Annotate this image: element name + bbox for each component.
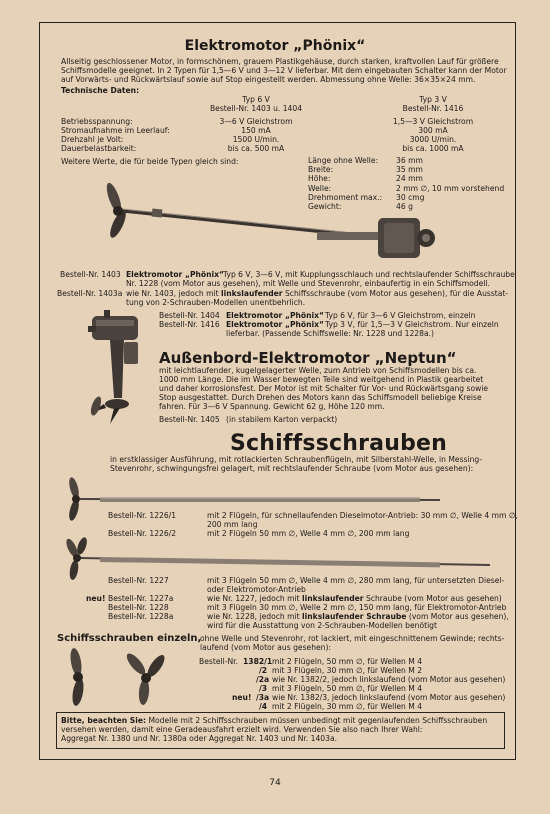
order-1226-1-desc-1: mit 2 Flügeln, für schnellaufenden Dieselmotor-Antrieb: 30 mm ∅, Welle 4 mm ∅, bbox=[207, 511, 518, 520]
order-1404-name: Elektromotor „Phönix“ bbox=[226, 311, 325, 320]
order-1227a-number: Bestell-Nr. 1227a bbox=[108, 594, 174, 603]
spec-label: Betriebsspannung: bbox=[61, 117, 133, 126]
list-item-nr: /2a bbox=[256, 675, 270, 684]
phoenix-intro-2: Schiffsmodelle geeignet. In 2 Typen für 1,5—6 V und 3—12 V lieferbar. Mit dem eingebauten Schalter kann der Motor bbox=[61, 66, 507, 75]
list-item-nr: /2 bbox=[259, 666, 268, 675]
further-label: Welle: bbox=[308, 184, 332, 193]
order-1403-number: Bestell-Nr. 1403 bbox=[60, 270, 121, 279]
page-number: 74 bbox=[269, 778, 281, 788]
type-a-order: Bestell-Nr. 1403 u. 1404 bbox=[209, 104, 303, 113]
order-1416-desc-1: Typ 3 V, für 1,5—3 V Gleichstrom. Nur einzeln bbox=[325, 320, 499, 329]
list-item-text: mit 3 Flügeln, 30 mm ∅, für Wellen M 2 bbox=[272, 666, 423, 675]
spec-label: Stromaufnahme im Leerlauf: bbox=[61, 126, 170, 135]
list-item-text: wie Nr. 1382/3, jedoch linkslaufend (vom Motor aus gesehen) bbox=[272, 693, 506, 702]
notice-line-3: Aggregat Nr. 1380 und Nr. 1380a oder Aggregat Nr. 1403 und Nr. 1403a. bbox=[61, 734, 338, 743]
further-value: 35 mm bbox=[396, 165, 423, 174]
spec-value-a: 3—6 V Gleichstrom bbox=[219, 117, 293, 126]
schrauben-intro-1: in erstklassiger Ausführung, mit rotlackierten Schraubenflügeln, mit Silberstahl-Welle, in Messing- bbox=[110, 455, 482, 464]
notice-box bbox=[56, 712, 505, 749]
new-badge: neu! bbox=[86, 594, 106, 603]
spec-value-a: bis ca. 500 mA bbox=[227, 144, 285, 153]
order-1404-number: Bestell-Nr. 1404 bbox=[159, 311, 220, 320]
phoenix-motor-shaft-illustration bbox=[92, 168, 442, 268]
order-1226-1-number: Bestell-Nr. 1226/1 bbox=[108, 511, 177, 520]
einzeln-intro-2: laufend (vom Motor aus gesehen): bbox=[200, 643, 332, 652]
new-badge: neu! bbox=[232, 693, 252, 702]
spec-value-b: 3000 U/min. bbox=[409, 135, 457, 144]
order-1403a-desc-1: wie Nr. 1403, jedoch mit linkslaufender Schiffsschraube (vom Motor aus gesehen), für die Ausstat- bbox=[126, 289, 509, 298]
further-label: Gewicht: bbox=[308, 202, 342, 211]
einzeln-title: Schiffsschrauben einzeln, bbox=[57, 633, 202, 644]
phoenix-title: Elektromotor „Phönix“ bbox=[184, 38, 366, 54]
order-1228-desc: mit 3 Flügeln 30 mm ∅, Welle 2 mm ∅, 150 mm lang, für Elektromotor-Antrieb bbox=[207, 603, 507, 612]
further-value: 36 mm bbox=[396, 156, 423, 165]
spec-label: Drehzahl je Volt: bbox=[61, 135, 124, 144]
list-item-text: mit 2 Flügeln, 50 mm ∅, für Wellen M 4 bbox=[272, 657, 423, 666]
notice-line-2: versehen werden, damit eine Geradeausfahrt erzielt wird. Verwenden Sie also nach Ihrer Wahl: bbox=[61, 725, 423, 734]
order-1227-desc-2: oder Elektromotor-Antrieb bbox=[207, 585, 306, 594]
list-item-nr: 1382/1 bbox=[243, 657, 273, 666]
order-1226-1-desc-2: 200 mm lang bbox=[207, 520, 258, 529]
order-1226-2-desc: mit 2 Flügeln 50 mm ∅, Welle 4 mm ∅, 200 mm lang bbox=[207, 529, 410, 538]
further-label: Höhe: bbox=[308, 174, 331, 183]
order-1226-2-number: Bestell-Nr. 1226/2 bbox=[108, 529, 177, 538]
type-a-heading: Typ 6 V bbox=[242, 95, 270, 104]
type-b-heading: Typ 3 V bbox=[419, 95, 447, 104]
spec-value-a: 1500 U/min. bbox=[232, 135, 280, 144]
order-1405-desc: (in stabilem Karton verpackt) bbox=[226, 415, 338, 424]
spec-value-a: 150 mA bbox=[241, 126, 271, 135]
neptun-outboard-illustration bbox=[84, 308, 152, 426]
order-1228a-number: Bestell-Nr. 1228a bbox=[108, 612, 174, 621]
einzeln-order-label: Bestell-Nr. bbox=[199, 657, 238, 666]
order-1416-desc-2: lieferbar. (Passende Schiffswelle: Nr. 1228 und 1228a.) bbox=[226, 329, 434, 338]
order-1403-desc-2: Nr. 1228 (vom Motor aus gesehen), mit Welle und Stevenrohr, einbaufertig in ein Schiffsmodell. bbox=[126, 279, 490, 288]
list-item-text: mit 2 Flügeln, 30 mm ∅, für Wellen M 4 bbox=[272, 702, 423, 711]
order-1227a-desc: wie Nr. 1227, jedoch mit linkslaufender Schraube (vom Motor aus gesehen) bbox=[207, 594, 502, 603]
order-1227-number: Bestell-Nr. 1227 bbox=[108, 576, 169, 585]
further-label: Drehmoment max.: bbox=[308, 193, 383, 202]
further-value: 24 mm bbox=[396, 174, 423, 183]
order-1416-number: Bestell-Nr. 1416 bbox=[159, 320, 220, 329]
further-label: Länge ohne Welle: bbox=[308, 156, 379, 165]
further-values-label: Weitere Werte, die für beide Typen gleich sind: bbox=[61, 157, 239, 166]
order-1403-desc-1: Typ 6 V, 3—6 V, mit Kupplungsschlauch und rechtslaufender Schiffsschraube bbox=[223, 270, 515, 279]
phoenix-intro-1: Allseitig geschlossener Motor, in formschönem, grauem Plastikgehäuse, durch starken, kraftvollen Lauf für größere bbox=[61, 57, 499, 66]
order-1403-name: Elektromotor „Phönix“ bbox=[126, 270, 225, 279]
neptun-desc-4: Stop ausgestattet. Durch Drehen des Motors kann das Schiffsmodell beliebige Kreise bbox=[159, 393, 482, 402]
spec-value-b: 1,5—3 V Gleichstrom bbox=[392, 117, 474, 126]
further-value: 46 g bbox=[396, 202, 413, 211]
order-1416-name: Elektromotor „Phönix“ bbox=[226, 320, 325, 329]
order-1228a-desc-2: wird für die Ausstattung von 2-Schrauben-Modellen benötigt bbox=[207, 621, 437, 630]
neptun-desc-5: fahren. Für 3—6 V Spannung. Gewicht 62 g, Höhe 120 mm. bbox=[159, 402, 385, 411]
notice-line-1: Bitte, beachten Sie: Modelle mit 2 Schiffsschrauben müssen unbedingt mit gegenlaufenden Schiffsschrauben bbox=[61, 716, 488, 725]
tech-data-label: Technische Daten: bbox=[61, 86, 140, 95]
spec-value-b: bis ca. 1000 mA bbox=[402, 144, 464, 153]
spec-label: Dauerbelastbarkeit: bbox=[61, 144, 137, 153]
order-1403a-number: Bestell-Nr. 1403a bbox=[57, 289, 123, 298]
order-1227-desc-1: mit 3 Flügeln 50 mm ∅, Welle 4 mm ∅, 280 mm lang, für untersetzten Diesel- bbox=[207, 576, 505, 585]
order-1404-desc: Typ 6 V, für 3—6 V Gleichstrom, einzeln bbox=[325, 311, 476, 320]
neptun-title: Außenbord-Elektromotor „Neptun“ bbox=[159, 349, 457, 367]
neptun-desc-1: mit leichtlaufender, kugelgelagerter Welle, zum Antrieb von Schiffsmodellen bis ca. bbox=[159, 366, 477, 375]
neptun-desc-3: und daher korrosionsfest. Der Motor ist mit Schalter für Vor- und Rückwärtsgang sowie bbox=[159, 384, 489, 393]
neptun-desc-2: 1000 mm Länge. Die im Wasser bewegten Teile sind weitgehend in Plastik gearbeitet bbox=[159, 375, 484, 384]
phoenix-intro-3: auf Vorwärts- und Rückwärtslauf sowie auf Stop eingestellt werden. Abmessung ohne Welle: 36×35×24 mm. bbox=[61, 75, 476, 84]
order-1403a-desc-2: tung von 2-Schrauben-Modellen unentbehrlich. bbox=[126, 298, 306, 307]
schrauben-title: Schiffsschrauben bbox=[230, 431, 448, 456]
einzeln-intro-1: ohne Welle und Stevenrohr, rot lackiert, mit eingeschnittenem Gewinde; rechts- bbox=[200, 634, 505, 643]
list-item-text: mit 3 Flügeln, 50 mm ∅, für Wellen M 4 bbox=[272, 684, 423, 693]
further-label: Breite: bbox=[308, 165, 334, 174]
list-item-text: wie Nr. 1382/2, jedoch linkslaufend (vom Motor aus gesehen) bbox=[272, 675, 506, 684]
spec-value-b: 300 mA bbox=[418, 126, 448, 135]
order-1228-number: Bestell-Nr. 1228 bbox=[108, 603, 169, 612]
list-item-nr: /3 bbox=[259, 684, 268, 693]
list-item-nr: /4 bbox=[259, 702, 268, 711]
list-item-nr: /3a bbox=[256, 693, 270, 702]
order-1405-number: Bestell-Nr. 1405 bbox=[159, 415, 220, 424]
further-value: 2 mm ∅, 10 mm vorstehend bbox=[396, 184, 505, 193]
single-propellers-illustration bbox=[64, 648, 172, 708]
type-b-order: Bestell-Nr. 1416 bbox=[402, 104, 464, 113]
schrauben-intro-2: Stevenrohr, schwingungsfrei gelagert, mit rechtslaufender Schraube (vom Motor aus gesehen): bbox=[110, 464, 474, 473]
further-value: 30 cmg bbox=[396, 193, 425, 202]
order-1228a-desc-1: wie Nr. 1228, jedoch mit linkslaufender Schraube (vom Motor aus gesehen), bbox=[207, 612, 509, 621]
